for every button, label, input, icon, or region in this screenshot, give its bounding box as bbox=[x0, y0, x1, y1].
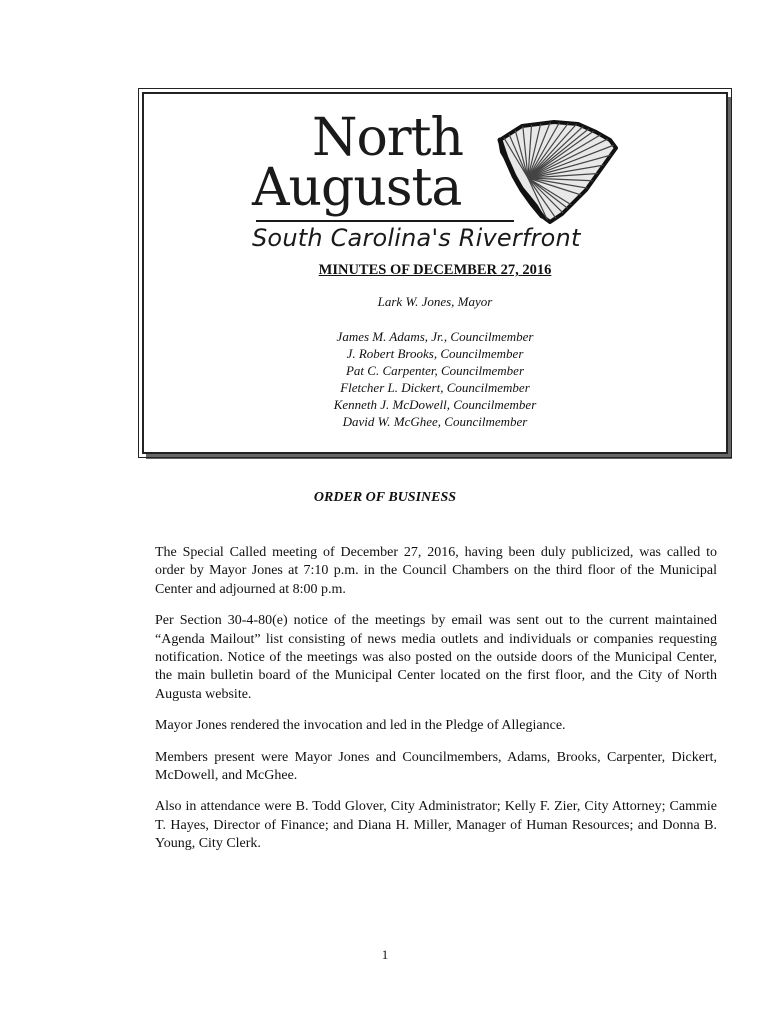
logo-line-north: North bbox=[312, 108, 464, 168]
order-of-business-heading: ORDER OF BUSINESS bbox=[313, 490, 457, 505]
page-number: 1 bbox=[381, 947, 389, 962]
logo-rule bbox=[256, 220, 514, 222]
councilmember-name: Kenneth J. McDowell, Councilmember bbox=[333, 397, 537, 412]
paragraph-members-present: Members present were Mayor Jones and Councilmembers, Adams, Brooks, Carpenter, Dickert, McDowell, and McGhee. bbox=[155, 749, 717, 784]
mayor-name: Lark W. Jones, Mayor bbox=[377, 294, 493, 309]
paragraph-meeting-called: The Special Called meeting of December 27, 2016, having been duly publicized, was called to order by Mayor Jones at 7:10 p.m. in the Council Chambers on the third floor of the Municipal Center and adjourned at 8:00 p.m. bbox=[155, 545, 717, 597]
minutes-body bbox=[155, 544, 717, 867]
councilmember-name: James M. Adams, Jr., Councilmember bbox=[336, 329, 534, 344]
paragraph-attendance: Also in attendance were B. Todd Glover, City Administrator; Kelly F. Zier, City Attorney; Cammie T. Hayes, Director of Finance; and Diana H. Miller, Manager of Human Resources; and Donna B. Young, City Clerk. bbox=[155, 799, 717, 852]
councilmember-name: David W. McGhee, Councilmember bbox=[342, 414, 528, 429]
paragraph-invocation: Mayor Jones rendered the invocation and led in the Pledge of Allegiance. bbox=[155, 718, 566, 734]
council-list bbox=[144, 328, 726, 430]
north-augusta-logo bbox=[234, 106, 634, 258]
south-carolina-map-icon bbox=[492, 118, 622, 230]
councilmember-name: J. Robert Brooks, Councilmember bbox=[346, 346, 524, 361]
minutes-title: MINUTES OF DECEMBER 27, 2016 bbox=[318, 262, 552, 278]
councilmember-name: Pat C. Carpenter, Councilmember bbox=[345, 363, 524, 378]
logo-line-augusta: Augusta bbox=[252, 158, 462, 218]
minutes-header-box bbox=[142, 92, 728, 454]
logo-tagline: South Carolina's Riverfront bbox=[252, 224, 581, 252]
councilmember-name: Fletcher L. Dickert, Councilmember bbox=[340, 380, 530, 395]
paragraph-notice: Per Section 30-4-80(e) notice of the meetings by email was sent out to the current maintained “Agenda Mailout” list consisting of news media outlets and individuals or companies requesting notification. Notice of the meetings was also posted on the outside doors of the Municipal Center, the main bulletin board of the Municipal Center located on the first floor, and the City of North Augusta website. bbox=[155, 613, 717, 702]
